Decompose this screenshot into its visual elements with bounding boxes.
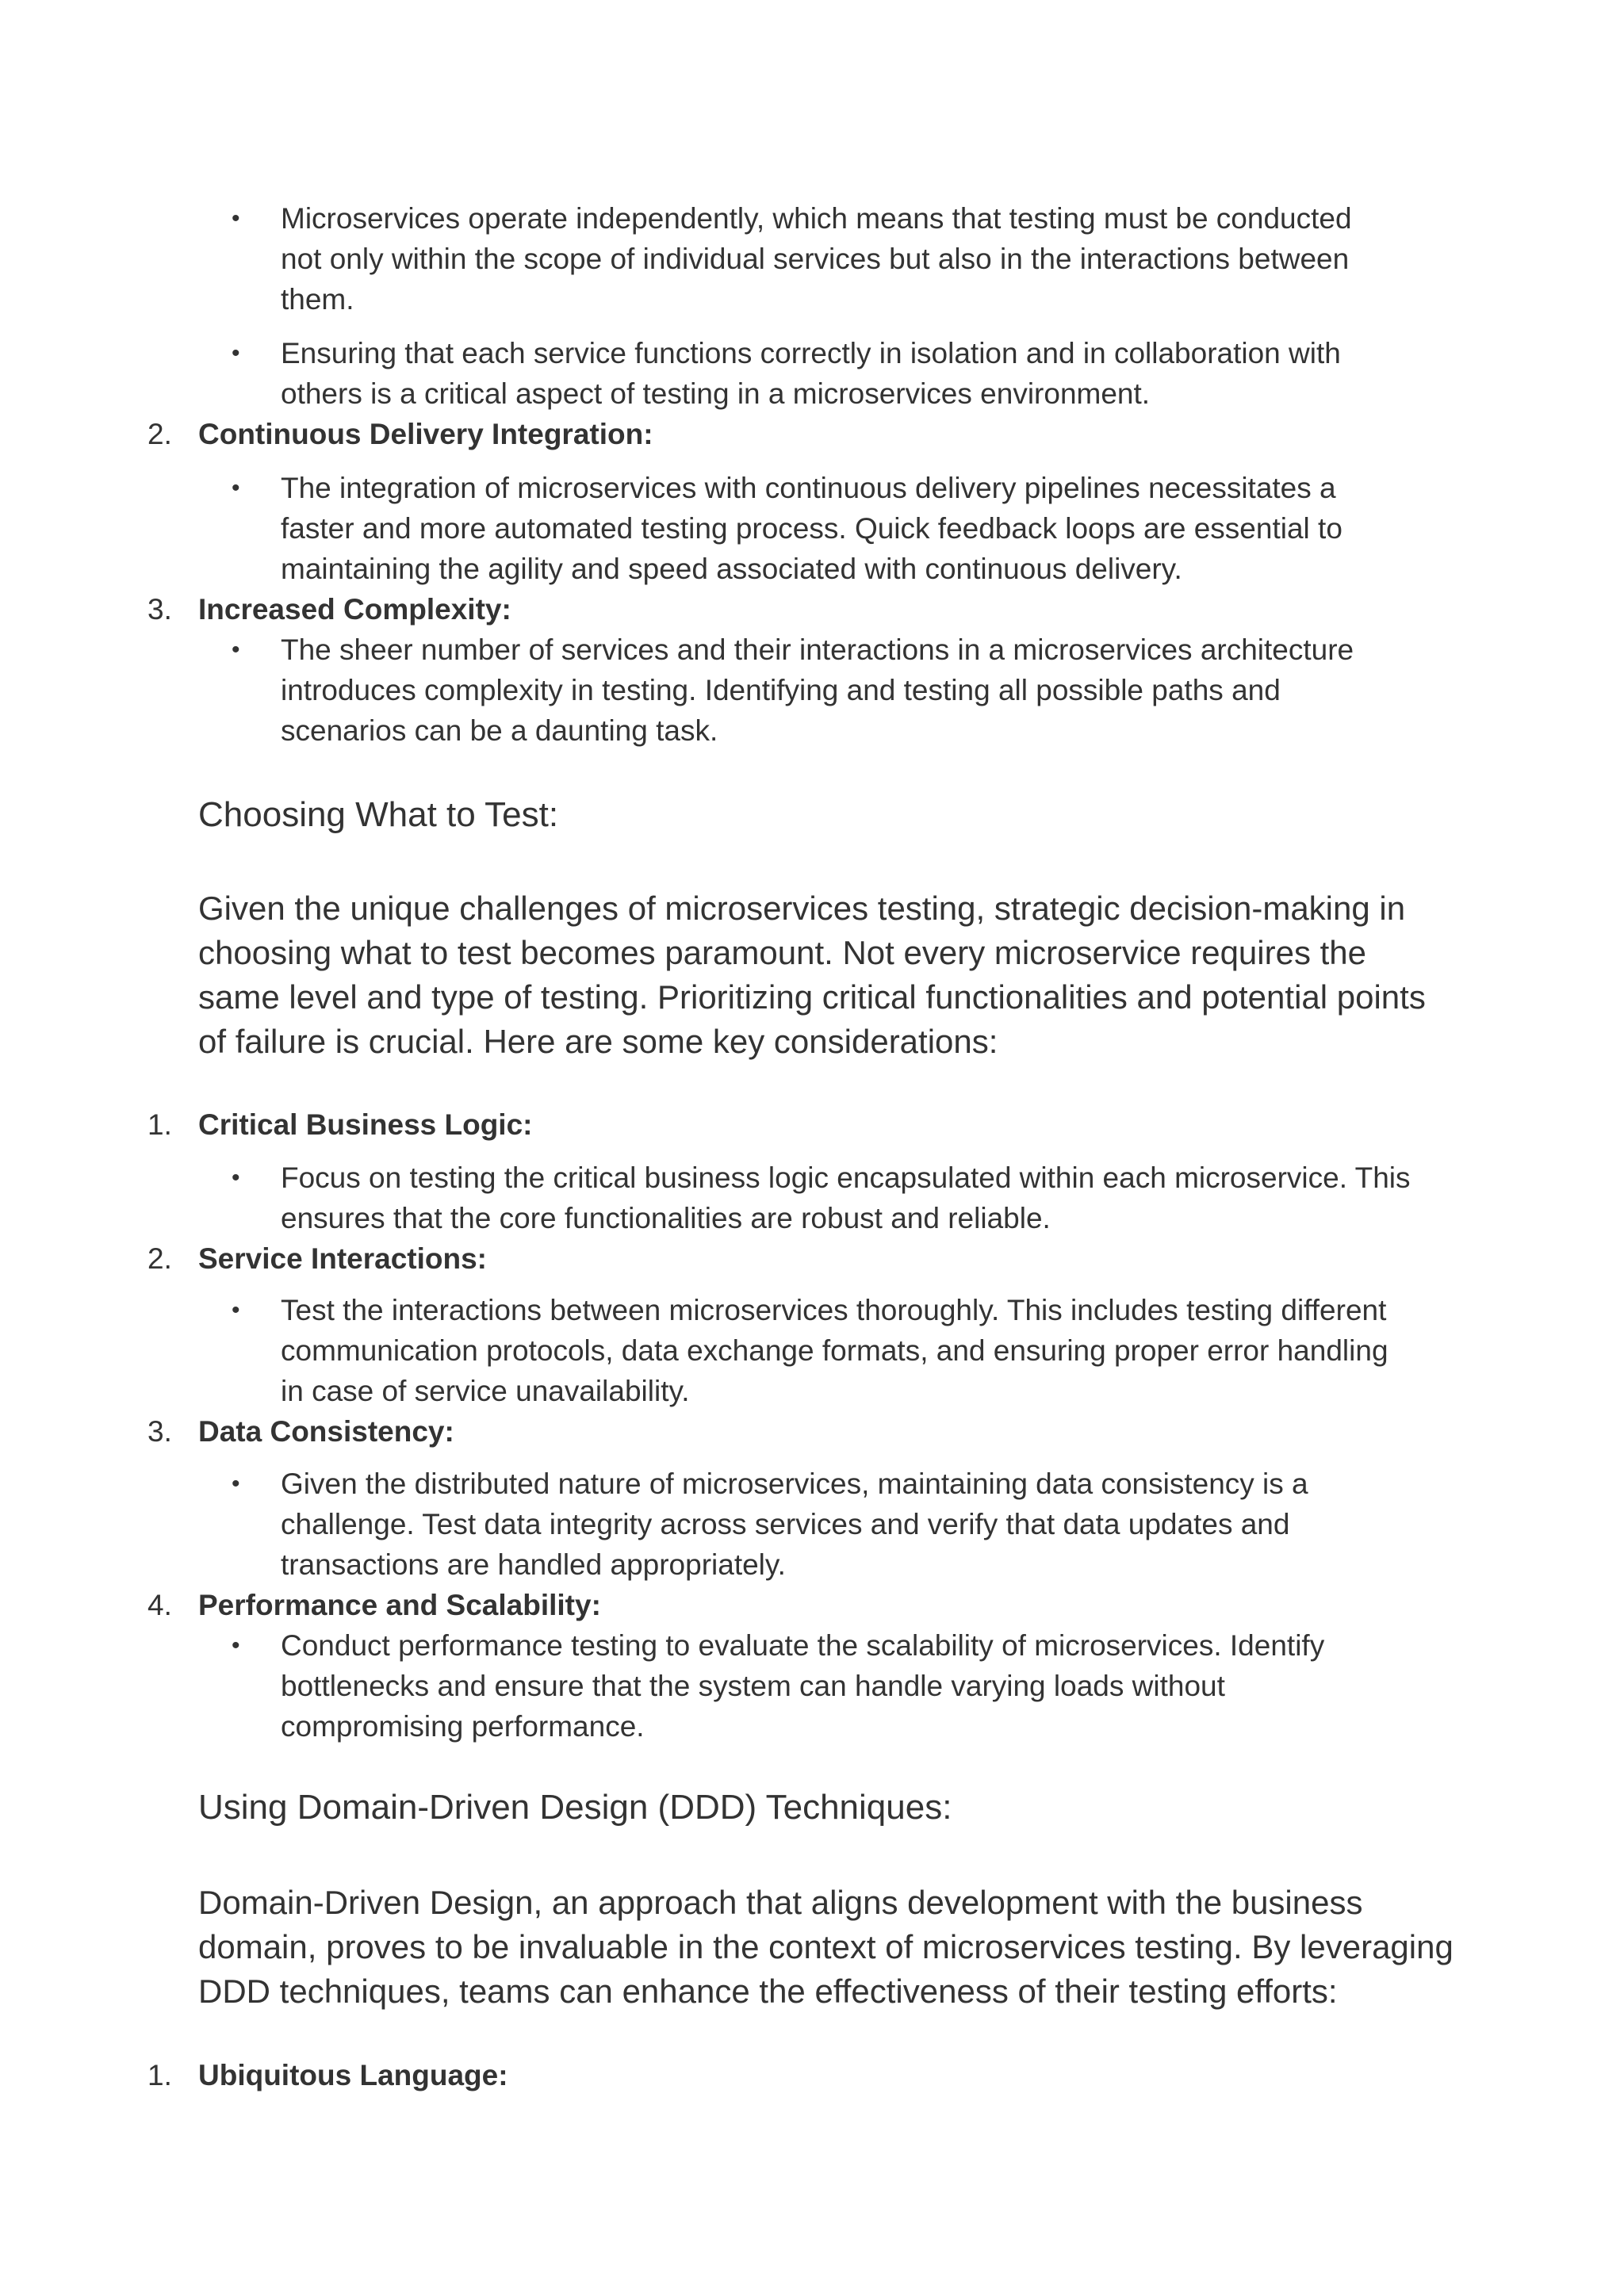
bullet-text-line: them. <box>281 283 354 316</box>
bullet-glyph: • <box>232 1471 240 1497</box>
bullet-glyph: • <box>232 1297 240 1323</box>
bullet-text-line: introduces complexity in testing. Identifying and testing all possible paths and <box>281 674 1281 706</box>
bullet-text-line: scenarios can be a daunting task. <box>281 714 718 747</box>
bullet-text-line: communication protocols, data exchange formats, and ensuring proper error handling <box>281 1334 1388 1367</box>
list-number: 2. <box>147 1242 172 1275</box>
paragraph-line: of failure is crucial. Here are some key considerations: <box>198 1023 998 1060</box>
list-number: 2. <box>147 418 172 450</box>
list-number: 3. <box>147 1415 172 1448</box>
bullet-text-line: Test the interactions between microservices thoroughly. This includes testing different <box>281 1294 1387 1326</box>
paragraph-line: same level and type of testing. Prioritizing critical functionalities and potential points <box>198 978 1426 1016</box>
paragraph-line: Given the unique challenges of microservices testing, strategic decision-making in <box>198 890 1406 927</box>
bullet-text-line: in case of service unavailability. <box>281 1375 690 1407</box>
bullet-text-line: challenge. Test data integrity across services and verify that data updates and <box>281 1508 1290 1540</box>
bullet-text-line: bottlenecks and ensure that the system can handle varying loads without <box>281 1670 1225 1702</box>
bullet-text-line: transactions are handled appropriately. <box>281 1548 786 1581</box>
bullet-text-line: faster and more automated testing process. Quick feedback loops are essential to <box>281 512 1342 545</box>
list-number: 3. <box>147 593 172 626</box>
bullet-text-line: maintaining the agility and speed associated with continuous delivery. <box>281 553 1182 585</box>
bullet-text-line: ensures that the core functionalities are robust and reliable. <box>281 1202 1051 1234</box>
section-title: Using Domain-Driven Design (DDD) Techniques: <box>198 1788 952 1827</box>
list-heading: Critical Business Logic: <box>198 1108 533 1141</box>
paragraph-line: domain, proves to be invaluable in the context of microservices testing. By leveraging <box>198 1928 1454 1965</box>
bullet-glyph: • <box>232 637 240 663</box>
bullet-glyph: • <box>232 205 240 232</box>
paragraph-line: DDD techniques, teams can enhance the effectiveness of their testing efforts: <box>198 1973 1338 2010</box>
bullet-text-line: Ensuring that each service functions correctly in isolation and in collaboration with <box>281 337 1341 369</box>
bullet-text-line: Given the distributed nature of microservices, maintaining data consistency is a <box>281 1468 1308 1500</box>
bullet-glyph: • <box>232 1165 240 1191</box>
section-title: Choosing What to Test: <box>198 795 559 834</box>
bullet-text-line: Conduct performance testing to evaluate the scalability of microservices. Identify <box>281 1629 1325 1662</box>
bullet-text-line: compromising performance. <box>281 1710 645 1743</box>
list-heading: Performance and Scalability: <box>198 1589 601 1621</box>
list-number: 1. <box>147 1108 172 1141</box>
list-heading: Data Consistency: <box>198 1415 454 1448</box>
bullet-glyph: • <box>232 340 240 366</box>
list-number: 1. <box>147 2059 172 2091</box>
bullet-glyph: • <box>232 475 240 501</box>
bullet-text-line: Focus on testing the critical business logic encapsulated within each microservice. This <box>281 1161 1411 1194</box>
list-number: 4. <box>147 1589 172 1621</box>
bullet-glyph: • <box>232 1632 240 1659</box>
paragraph-line: choosing what to test becomes paramount. Not every microservice requires the <box>198 934 1367 971</box>
bullet-text-line: not only within the scope of individual services but also in the interactions between <box>281 243 1350 275</box>
bullet-text-line: The sheer number of services and their interactions in a microservices architecture <box>281 633 1354 666</box>
list-heading: Continuous Delivery Integration: <box>198 418 653 450</box>
list-heading: Increased Complexity: <box>198 593 511 626</box>
list-heading: Ubiquitous Language: <box>198 2059 508 2091</box>
bullet-text-line: Microservices operate independently, which means that testing must be conducted <box>281 202 1352 235</box>
bullet-text-line: others is a critical aspect of testing in a microservices environment. <box>281 377 1151 410</box>
paragraph-line: Domain-Driven Design, an approach that aligns development with the business <box>198 1884 1363 1921</box>
bullet-text-line: The integration of microservices with continuous delivery pipelines necessitates a <box>281 472 1336 504</box>
list-heading: Service Interactions: <box>198 1242 487 1275</box>
